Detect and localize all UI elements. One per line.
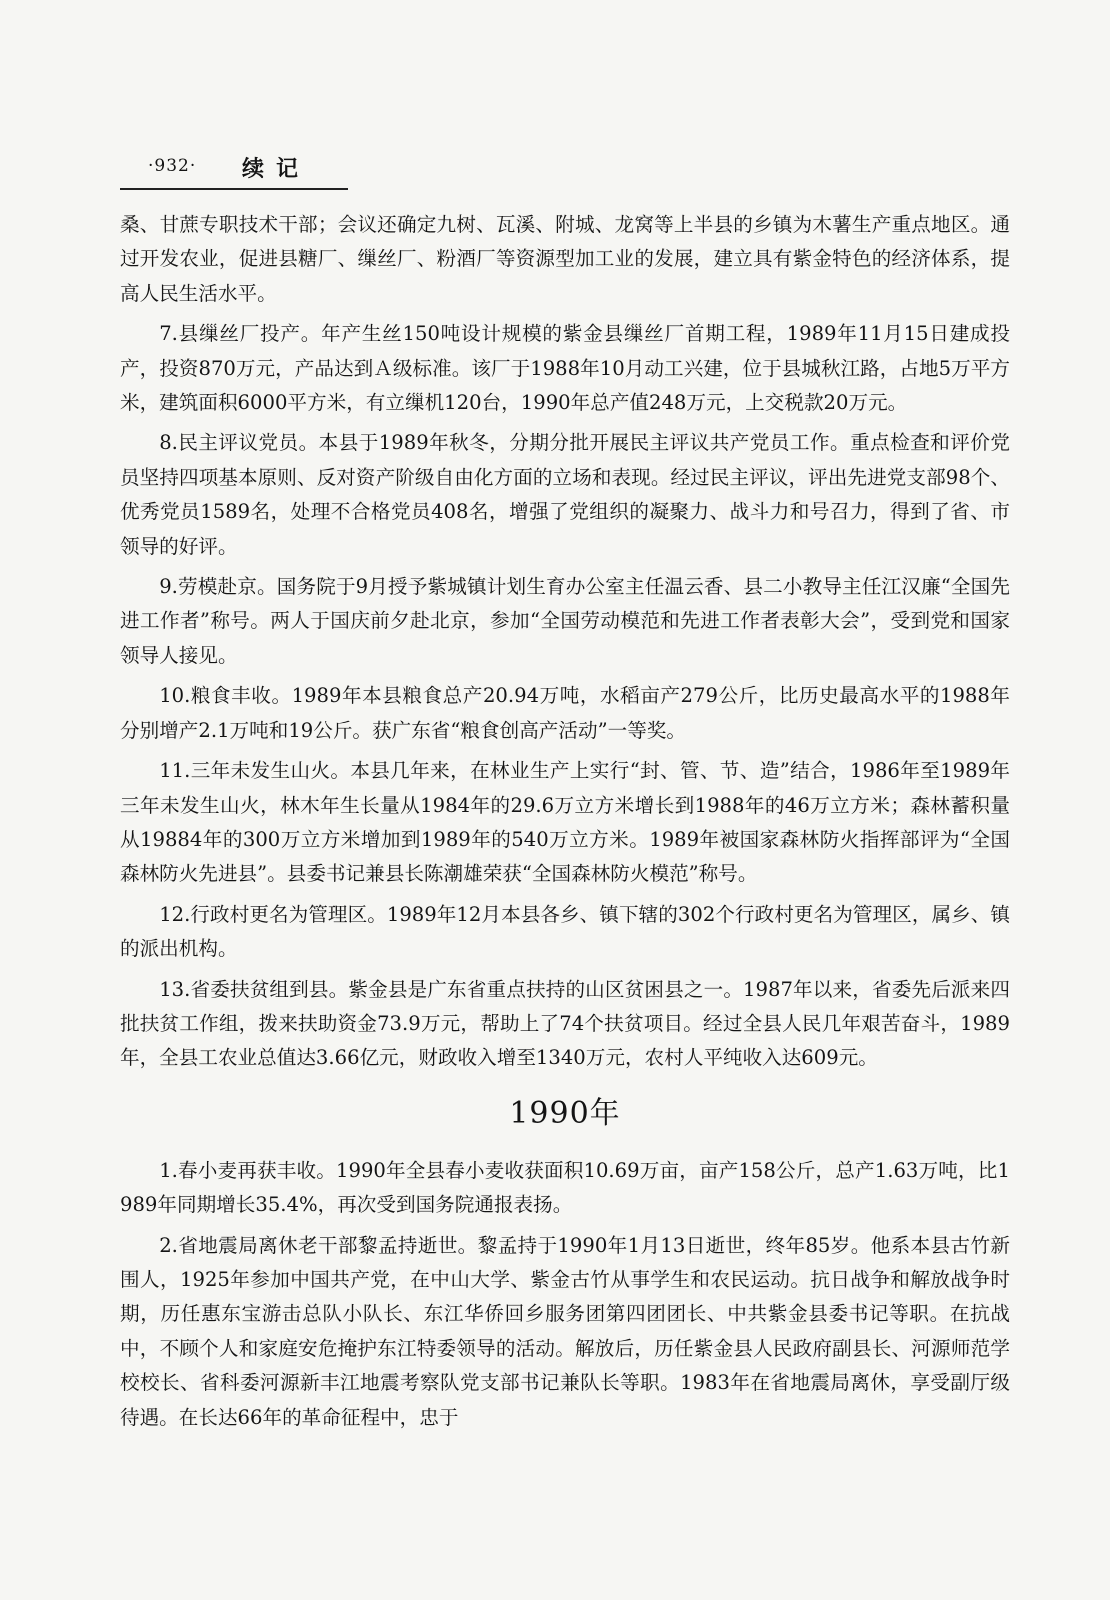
paragraph-item-9: 9.劳模赴京。国务院于9月授予紫城镇计划生育办公室主任温云香、县二小教导主任江汉廉“全国先进工作者”称号。两人于国庆前夕赴北京，参加“全国劳动模范和先进工作者表彰大会”，受到党和国家领导人接见。 — [120, 575, 1010, 667]
page-body — [120, 208, 1010, 1441]
paragraph-item-11: 11.三年未发生山火。本县几年来，在林业生产上实行“封、管、节、造”结合，1986年至1989年三年未发生山火，林木年生长量从1984年的29.6万立方米增长到1988年的46万立方米；森林蓄积量从19884年的300万立方米增加到1989年的540万立方米。1989年被国家森林防火指挥部评为“全国森林防火先进县”。县委书记兼县长陈潮雄荣获“全国森林防火模范”称号。 — [120, 759, 1010, 886]
paragraph-1990-item-2: 2.省地震局离休老干部黎孟持逝世。黎孟持于1990年1月13日逝世，终年85岁。他系本县古竹新围人，1925年参加中国共产党，在中山大学、紫金古竹从事学生和农民运动。抗日战争和解放战争时期，历任惠东宝游击总队小队长、东江华侨回乡服务团第四团团长、中共紫金县委书记等职。在抗战中，不顾个人和家庭安危掩护东江特委领导的活动。解放后，历任紫金县人民政府副县长、河源师范学校校长、省科委河源新丰江地震考察队党支部书记兼队长等职。1983年在省地震局离休，享受副厅级待遇。在长达66年的革命征程中，忠于 — [120, 1233, 1010, 1429]
year-heading: 1990年 — [509, 1095, 621, 1131]
paragraph-continued: 桑、甘蔗专职技术干部；会议还确定九树、瓦溪、附城、龙窝等上半县的乡镇为木薯生产重点地区。通过开发农业，促进县糖厂、缫丝厂、粉酒厂等资源型加工业的发展，建立具有紫金特色的经济体系，提高人民生活水平。 — [120, 213, 1010, 305]
page-number: ·932· — [148, 156, 197, 176]
paragraph-item-10: 10.粮食丰收。1989年本县粮食总产20.94万吨，水稻亩产279公斤，比历史最高水平的1988年分别增产2.1万吨和19公斤。获广东省“粮食创高产活动”一等奖。 — [120, 684, 1010, 742]
running-header — [120, 152, 348, 190]
section-title: 续记 — [242, 157, 311, 182]
paragraph-item-12: 12.行政村更名为管理区。1989年12月本县各乡、镇下辖的302个行政村更名为管理区，属乡、镇的派出机构。 — [120, 902, 1010, 961]
paragraph-1990-item-1: 1.春小麦再获丰收。1990年全县春小麦收获面积10.69万亩，亩产158公斤，总产1.63万吨，比1989年同期增长35.4%，再次受到国务院通报表扬。 — [120, 1158, 1010, 1217]
paragraph-item-13: 13.省委扶贫组到县。紫金县是广东省重点扶持的山区贫困县之一。1987年以来，省委先后派来四批扶贫工作组，拨来扶助资金73.9万元，帮助上了74个扶贫项目。经过全县人民几年艰苦奋斗，1989年，全县工农业总值达3.66亿元，财政收入增至1340万元，农村人平纯收入达609元。 — [120, 977, 1010, 1070]
paragraph-item-7: 7.县缫丝厂投产。年产生丝150吨设计规模的紫金县缫丝厂首期工程，1989年11月15日建成投产，投资870万元，产品达到Ａ级标准。该厂于1988年10月动工兴建，位于县城秋江路，占地5万平方米，建筑面积6000平方米，有立缫机120台，1990年总产值248万元，上交税款20万元。 — [120, 322, 1010, 415]
paragraph-item-8: 8.民主评议党员。本县于1989年秋冬，分期分批开展民主评议共产党员工作。重点检查和评价党员坚持四项基本原则、反对资产阶级自由化方面的立场和表现。经过民主评议，评出先进党支部98个、优秀党员1589名，处理不合格党员408名，增强了党组织的凝聚力、战斗力和号召力，得到了省、市领导的好评。 — [120, 431, 1010, 558]
